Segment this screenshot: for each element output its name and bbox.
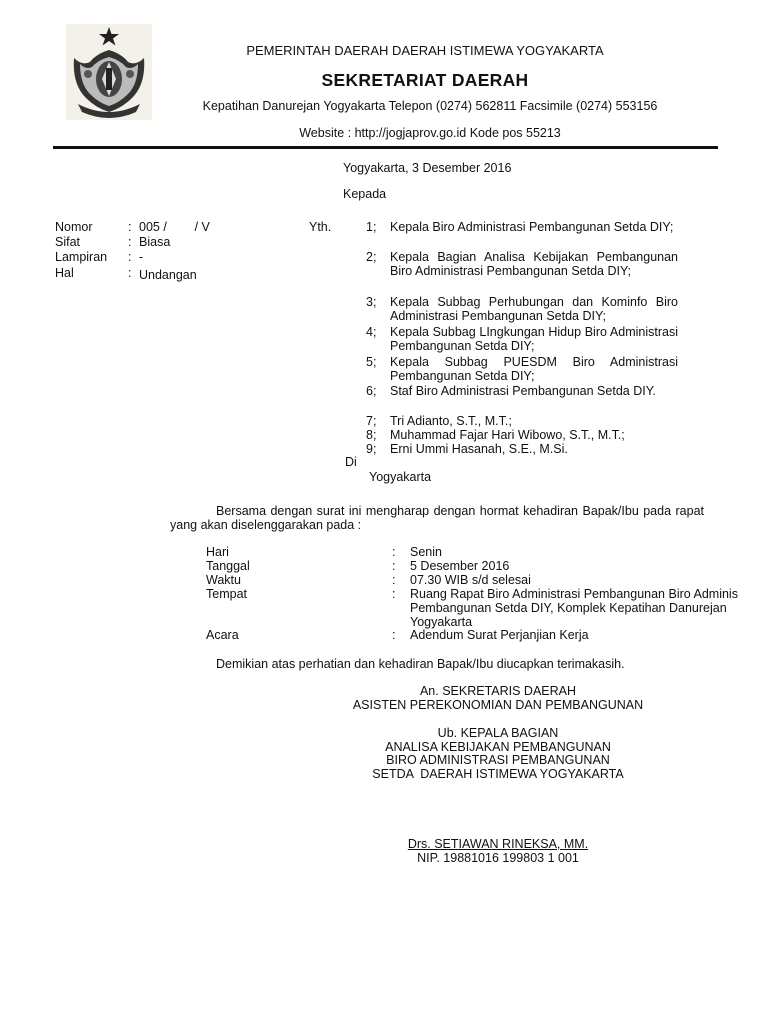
meta-value-sifat: Biasa <box>139 235 171 249</box>
closing-text: Demikian atas perhatian dan kehadiran Bapak/Ibu diucapkan terimakasih. <box>216 657 625 671</box>
recipient-number: 4; <box>366 325 377 339</box>
recipient-number: 6; <box>366 384 377 398</box>
schedule-value-tempat-line2: Pembangunan Setda DIY, Komplek Kepatihan Danurejan <box>410 601 727 615</box>
coat-of-arms-logo <box>66 24 152 120</box>
signatory-nip: NIP. 19881016 199803 1 001 <box>417 851 579 865</box>
signature-line: ANALISA KEBIJAKAN PEMBANGUNAN <box>385 740 611 754</box>
schedule-label: Waktu <box>206 573 241 587</box>
recipient-number: 1; <box>366 220 377 234</box>
recipient-number: 8; <box>366 428 377 442</box>
schedule-value-tempat: Ruang Rapat Biro Administrasi Pembangunan Biro Adminis <box>410 587 738 601</box>
meta-sep: : <box>128 250 132 264</box>
schedule-value-hari: Senin <box>410 545 442 559</box>
office-address: Kepatihan Danurejan Yogyakarta Telepon (0274) 562811 Facsimile (0274) 553156 <box>202 99 658 113</box>
recipient-number: 5; <box>366 355 377 369</box>
meta-value-lampiran: - <box>139 250 144 264</box>
date-place: Yogyakarta, 3 Desember 2016 <box>343 161 512 175</box>
schedule-label: Tanggal <box>206 559 250 573</box>
recipient-number: 2; <box>366 250 377 264</box>
signatory-name <box>316 837 680 851</box>
kepada-label: Kepada <box>343 187 387 201</box>
schedule-sep: : <box>392 573 396 587</box>
signature-line: Ub. KEPALA BAGIAN <box>437 726 559 740</box>
recipient-number: 7; <box>366 414 377 428</box>
meta-sep: : <box>128 266 132 280</box>
recipient-city: Yogyakarta <box>369 470 432 484</box>
meta-value-nomor: 005 / / V <box>139 220 210 234</box>
office-website: Website : http://jogjaprov.go.id Kode pos 55213 <box>299 126 561 140</box>
recipient-item: Kepala Biro Administrasi Pembangunan Setda DIY; <box>390 220 674 234</box>
schedule-value-tanggal: 5 Desember 2016 <box>410 559 510 573</box>
signature-line: BIRO ADMINISTRASI PEMBANGUNAN <box>386 753 610 767</box>
signature-line: ASISTEN PEREKONOMIAN DAN PEMBANGUNAN <box>352 698 644 712</box>
di-label: Di <box>345 455 357 469</box>
recipient-item: Kepala Subbag LIngkungan Hidup Biro Administrasi Pembangunan Setda DIY; <box>390 325 678 353</box>
recipient-item: Staf Biro Administrasi Pembangunan Setda DIY. <box>390 384 656 398</box>
schedule-label: Hari <box>206 545 229 559</box>
meta-label: Lampiran <box>55 250 108 264</box>
recipient-item: Tri Adianto, S.T., M.T.; <box>390 414 512 428</box>
signature-line: SETDA DAERAH ISTIMEWA YOGYAKARTA <box>372 767 624 781</box>
header-divider <box>53 146 718 149</box>
meta-value-hal: Undangan <box>139 268 197 282</box>
signature-line: An. SEKRETARIS DAERAH <box>419 684 577 698</box>
meta-label: Sifat <box>55 235 81 249</box>
recipient-item: Kepala Subbag Perhubungan dan Kominfo Biro Administrasi Pembangunan Setda DIY; <box>390 295 678 323</box>
schedule-sep: : <box>392 628 396 642</box>
meta-label: Nomor <box>55 220 93 234</box>
signatory-name-text: Drs. SETIAWAN RINEKSA, MM. <box>407 837 589 851</box>
schedule-sep: : <box>392 587 396 601</box>
recipient-item: Kepala Subbag PUESDM Biro Administrasi Pembangunan Setda DIY; <box>390 355 678 383</box>
recipient-number: 9; <box>366 442 377 456</box>
yth-label: Yth. <box>309 220 332 234</box>
office-name: SEKRETARIAT DAERAH <box>321 70 529 90</box>
meta-sep: : <box>128 220 132 234</box>
schedule-value-tempat-line3: Yogyakarta <box>410 615 473 629</box>
government-name: PEMERINTAH DAERAH DAERAH ISTIMEWA YOGYAKARTA <box>246 43 604 58</box>
meta-label: Hal <box>55 266 74 280</box>
schedule-value-waktu: 07.30 WIB s/d selesai <box>410 573 531 587</box>
schedule-sep: : <box>392 545 396 559</box>
schedule-label: Acara <box>206 628 239 642</box>
schedule-value-acara: Adendum Surat Perjanjian Kerja <box>410 628 589 642</box>
recipient-number: 3; <box>366 295 377 309</box>
schedule-sep: : <box>392 559 396 573</box>
meta-sep: : <box>128 235 132 249</box>
recipient-item: Kepala Bagian Analisa Kebijakan Pembangunan Biro Administrasi Pembangunan Setda DIY; <box>390 250 678 278</box>
recipient-item: Erni Ummi Hasanah, S.E., M.Si. <box>390 442 568 456</box>
recipient-item: Muhammad Fajar Hari Wibowo, S.T., M.T.; <box>390 428 625 442</box>
schedule-label: Tempat <box>206 587 247 601</box>
body-intro: Bersama dengan surat ini mengharap dengan hormat kehadiran Bapak/Ibu pada rapat yang akan diselenggarakan pada : <box>170 504 704 532</box>
